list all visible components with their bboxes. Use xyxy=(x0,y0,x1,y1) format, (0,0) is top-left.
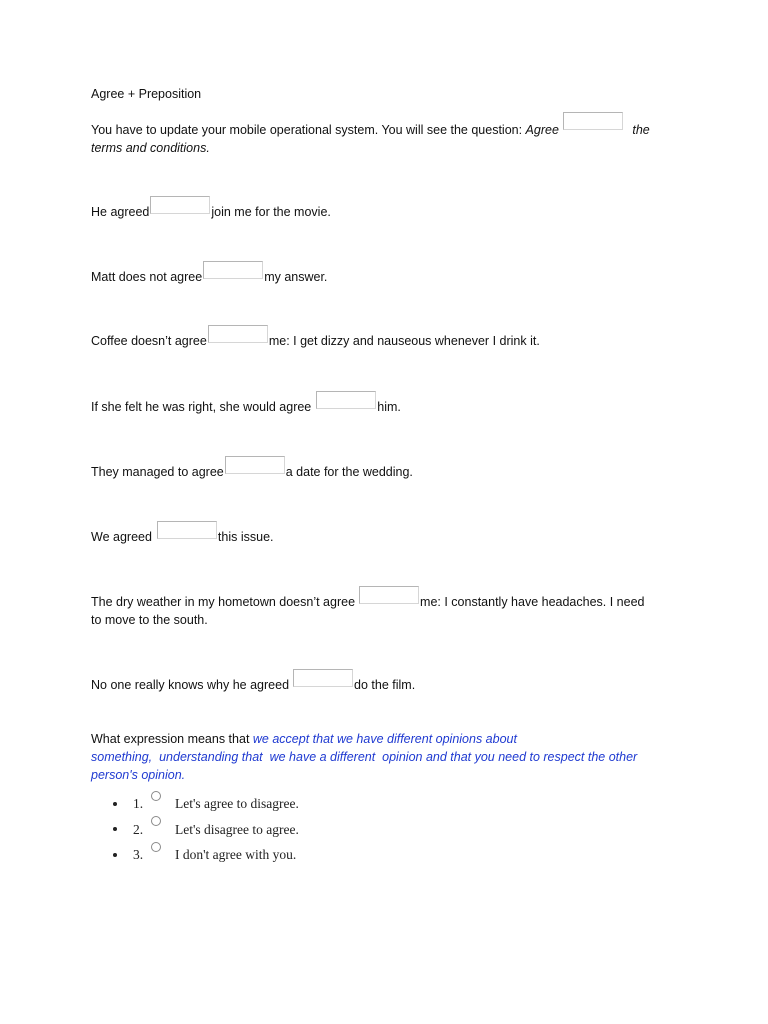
question-6-before: We agreed xyxy=(91,530,152,544)
question-1-blank[interactable] xyxy=(150,196,210,214)
question-5-before: They managed to agree xyxy=(91,465,224,479)
choice-3 xyxy=(113,842,299,868)
question-3 xyxy=(91,331,691,350)
choice-2-label: Let's disagree to agree. xyxy=(175,821,299,837)
question-5-after: a date for the wedding. xyxy=(285,465,413,479)
page-title: Agree + Preposition xyxy=(91,87,202,101)
final-question xyxy=(91,730,691,784)
question-7-after: me: I constantly have headaches. I need xyxy=(420,595,645,609)
intro-text: You have to update your mobile operational system. You will see the question: xyxy=(91,123,526,137)
question-6-after: this issue. xyxy=(217,530,274,544)
question-2 xyxy=(91,267,691,286)
choice-1-number: 1. xyxy=(133,796,144,811)
document-body xyxy=(91,85,691,862)
question-7-blank[interactable] xyxy=(359,586,419,604)
question-4 xyxy=(91,397,691,416)
question-2-after: my answer. xyxy=(264,270,328,284)
intro-italic-the: the xyxy=(628,123,650,137)
question-8-blank[interactable] xyxy=(293,669,353,687)
question-2-before: Matt does not agree xyxy=(91,270,203,284)
question-2-blank[interactable] xyxy=(203,261,263,279)
question-7-before: The dry weather in my hometown doesn’t agree xyxy=(91,595,356,609)
answer-choices xyxy=(113,791,299,868)
question-1-after: join me for the movie. xyxy=(211,205,331,219)
intro-italic-agree: Agree xyxy=(525,123,559,137)
question-3-blank[interactable] xyxy=(208,325,268,343)
question-4-blank[interactable] xyxy=(316,391,376,409)
question-4-after: him. xyxy=(377,400,401,414)
radio-button-2[interactable] xyxy=(151,816,161,826)
intro-answer-blank[interactable] xyxy=(563,112,623,130)
question-8 xyxy=(91,675,691,694)
question-1 xyxy=(91,202,691,221)
radio-button-3[interactable] xyxy=(151,842,161,852)
bullet-icon xyxy=(113,802,117,806)
question-5-blank[interactable] xyxy=(225,456,285,474)
choice-1 xyxy=(113,791,299,817)
final-question-definition-line3: person's opinion. xyxy=(91,768,186,782)
question-3-after: me: I get dizzy and nauseous whenever I drink it. xyxy=(268,334,540,348)
choice-3-number: 3. xyxy=(133,847,144,862)
question-5 xyxy=(91,462,691,481)
question-6-blank[interactable] xyxy=(157,521,217,539)
radio-button-1[interactable] xyxy=(151,791,161,801)
final-question-definition-line1: we accept that we have different opinions about xyxy=(252,732,517,746)
bullet-icon xyxy=(113,827,117,831)
choice-3-label: I don't agree with you. xyxy=(175,847,297,862)
question-4-before: If she felt he was right, she would agree xyxy=(91,400,312,414)
choice-1-label: Let's agree to disagree. xyxy=(175,796,299,811)
choice-2 xyxy=(113,817,299,843)
question-1-before: He agreed xyxy=(91,205,150,219)
question-3-before: Coffee doesn’t agree xyxy=(91,334,207,348)
intro-paragraph xyxy=(91,121,691,157)
final-question-definition-line2: something, understanding that we have a different opinion and that you need to respect the other xyxy=(91,750,638,764)
bullet-icon xyxy=(113,853,117,857)
intro-line2: terms and conditions. xyxy=(91,141,210,155)
question-8-before: No one really knows why he agreed xyxy=(91,678,290,692)
question-7-line2: to move to the south. xyxy=(91,613,208,627)
final-question-prefix: What expression means that xyxy=(91,732,253,746)
question-7 xyxy=(91,592,691,629)
choice-2-number: 2. xyxy=(133,821,144,837)
question-6 xyxy=(91,527,691,546)
question-8-after: do the film. xyxy=(354,678,416,692)
